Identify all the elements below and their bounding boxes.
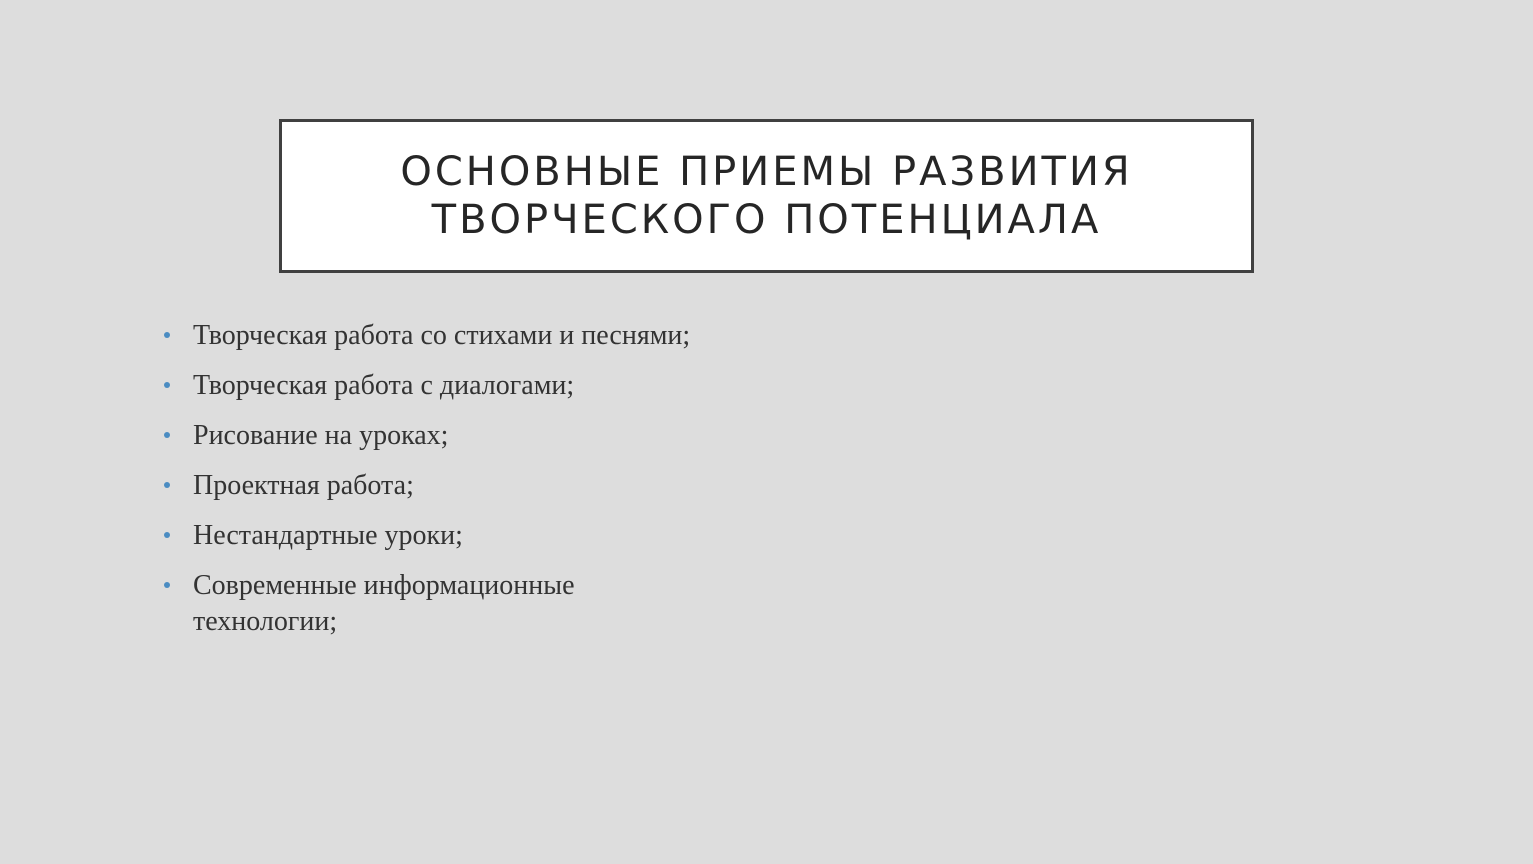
bullet-list (160, 318, 760, 654)
list-item (160, 368, 760, 404)
list-item-text: Творческая работа с диалогами; (193, 370, 575, 401)
list-item (160, 318, 760, 354)
slide-title-line-2: ТВОРЧЕСКОГО ПОТЕНЦИАЛА (431, 197, 1102, 243)
bullet-icon (164, 532, 170, 538)
bullet-icon (164, 582, 170, 588)
list-item (160, 568, 760, 640)
list-item-text: Современные информационные технологии; (193, 570, 575, 637)
bullet-icon (164, 482, 170, 488)
list-item (160, 518, 760, 554)
bullet-icon (164, 382, 170, 388)
bullet-icon (164, 332, 170, 338)
slide-title-line-1: ОСНОВНЫЕ ПРИЕМЫ РАЗВИТИЯ (400, 149, 1133, 195)
list-item-text: Проектная работа; (193, 470, 414, 501)
bullet-icon (164, 432, 170, 438)
list-item-text: Рисование на уроках; (193, 420, 449, 451)
list-item-text: Творческая работа со стихами и песнями; (193, 320, 691, 351)
list-item-text: Нестандартные уроки; (193, 520, 463, 551)
list-item (160, 468, 760, 504)
list-item (160, 418, 760, 454)
title-box (279, 119, 1254, 273)
